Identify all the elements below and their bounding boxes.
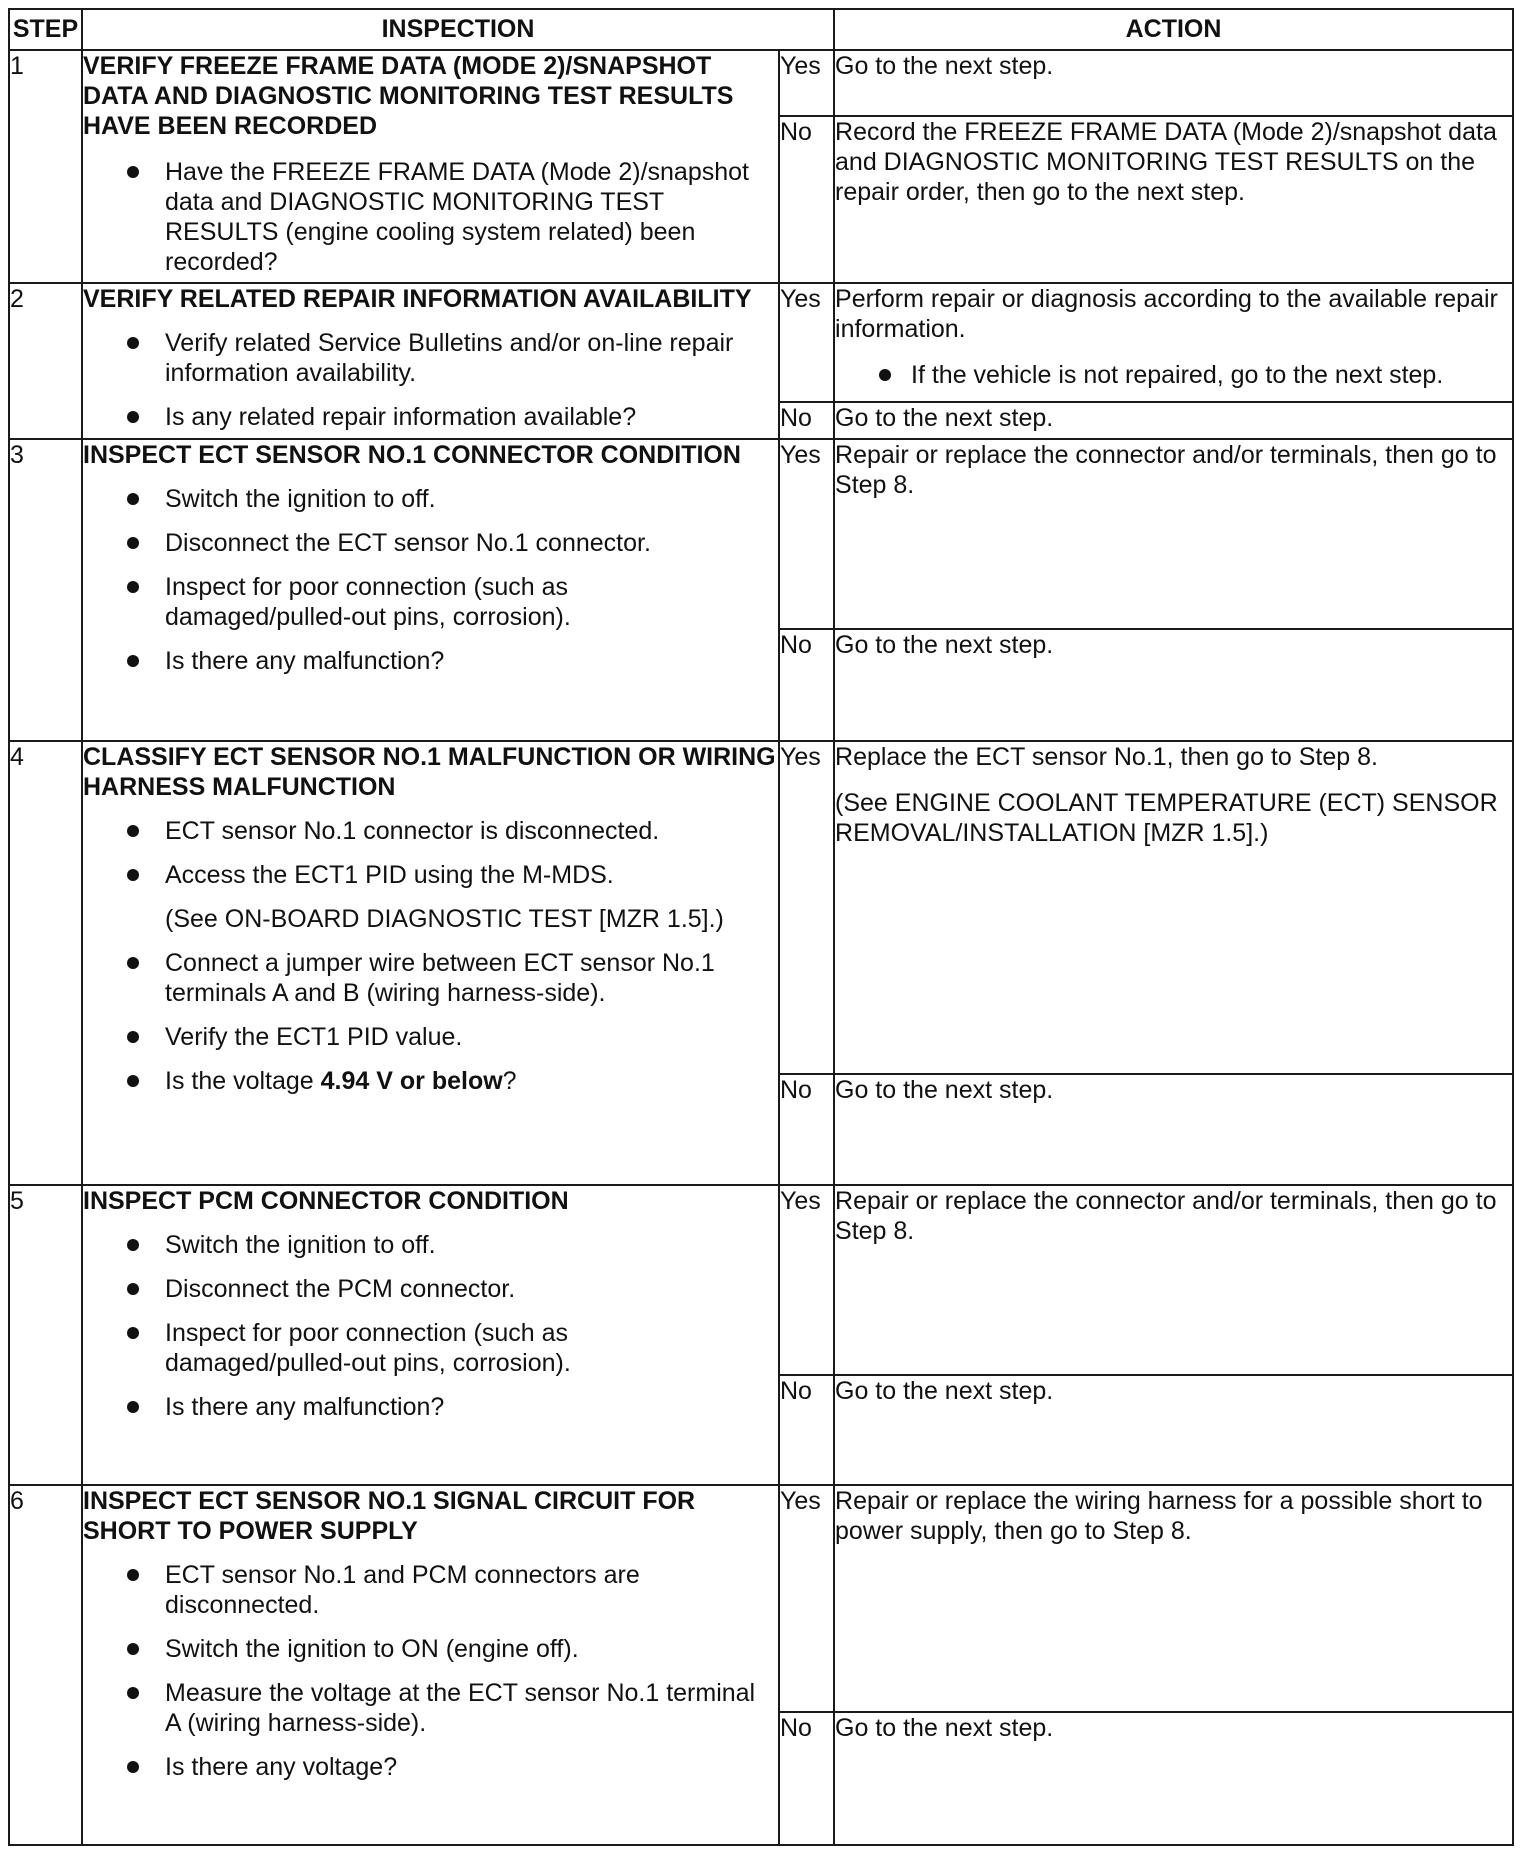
inspection-note: (See ON-BOARD DIAGNOSTIC TEST [MZR 1.5].)	[165, 904, 724, 933]
step-3-inspection	[82, 439, 779, 741]
inspection-bullet: Is there any malfunction?	[83, 646, 778, 676]
yes-action	[834, 50, 1513, 117]
action-bullet: If the vehicle is not repaired, go to the next step.	[835, 360, 1512, 390]
step-4-inspection	[82, 741, 779, 1185]
step-6-inspection	[82, 1485, 779, 1845]
yes-action-text: Repair or replace the connector and/or terminals, then go to Step 8.	[835, 441, 1497, 500]
yes-action-text: Go to the next step.	[835, 51, 1054, 80]
inspection-bullet: Inspect for poor connection (such as damaged/pulled-out pins, corrosion).	[83, 1318, 778, 1378]
yes-label: Yes	[779, 741, 834, 1074]
step-title: INSPECT ECT SENSOR NO.1 CONNECTOR CONDITION	[83, 441, 741, 470]
question-suffix: ?	[502, 1066, 517, 1095]
step-5-yes-row	[9, 1185, 1513, 1375]
no-action-text: Go to the next step.	[835, 1714, 1054, 1743]
no-label: No	[779, 1074, 834, 1184]
inspection-bullet: Switch the ignition to off.	[83, 1230, 778, 1260]
step-5-inspection	[82, 1185, 779, 1486]
header-action: ACTION	[834, 9, 1513, 50]
step-2-yes-row	[9, 283, 1513, 402]
inspection-bullet: Switch the ignition to off.	[83, 484, 778, 514]
step-number: 4	[9, 741, 82, 1185]
question-prefix: Is the voltage	[165, 1066, 321, 1095]
inspection-bullet: ECT sensor No.1 and PCM connectors are disconnected.	[83, 1560, 778, 1620]
no-label: No	[779, 116, 834, 282]
yes-action	[834, 439, 1513, 629]
step-2-inspection	[82, 283, 779, 439]
no-label: No	[779, 1712, 834, 1845]
no-label: No	[779, 1375, 834, 1485]
inspection-bullet: Inspect for poor connection (such as damaged/pulled-out pins, corrosion).	[83, 572, 778, 632]
yes-label: Yes	[779, 50, 834, 117]
table-header-row	[9, 9, 1513, 50]
step-1-yes-row	[9, 50, 1513, 117]
inspection-bullet: Have the FREEZE FRAME DATA (Mode 2)/snapshot data and DIAGNOSTIC MONITORING TEST RESULTS (engine cooling system related) been recorded?	[83, 157, 778, 277]
yes-action	[834, 1485, 1513, 1712]
step-title: CLASSIFY ECT SENSOR NO.1 MALFUNCTION OR WIRING HARNESS MALFUNCTION	[83, 742, 776, 801]
yes-action	[834, 741, 1513, 1074]
no-action-text: Record the FREEZE FRAME DATA (Mode 2)/snapshot data and DIAGNOSTIC MONITORING TEST RESULTS on the repair order, then go to the next step.	[835, 118, 1497, 207]
no-action	[834, 629, 1513, 740]
inspection-question	[83, 1066, 778, 1096]
inspection-bullet: Access the ECT1 PID using the M-MDS.	[83, 860, 778, 890]
step-number: 1	[9, 50, 82, 283]
yes-action-text: Repair or replace the connector and/or terminals, then go to Step 8.	[835, 1186, 1497, 1245]
yes-action-text: Repair or replace the wiring harness for a possible short to power supply, then go to Step 8.	[835, 1487, 1483, 1546]
step-number: 6	[9, 1485, 82, 1845]
step-3-yes-row	[9, 439, 1513, 629]
inspection-bullet: Disconnect the ECT sensor No.1 connector.	[83, 528, 778, 558]
step-title: VERIFY RELATED REPAIR INFORMATION AVAILABILITY	[83, 284, 752, 313]
yes-action	[834, 1185, 1513, 1375]
step-1-inspection	[82, 50, 779, 283]
no-action	[834, 1712, 1513, 1845]
yes-label: Yes	[779, 1185, 834, 1375]
no-action	[834, 1375, 1513, 1485]
inspection-bullet: Is any related repair information available?	[83, 402, 778, 432]
question-threshold: 4.94 V or below	[320, 1066, 503, 1095]
diagnostic-procedure-table	[8, 8, 1514, 1846]
header-step: STEP	[9, 9, 82, 50]
inspection-bullet: Verify the ECT1 PID value.	[83, 1022, 778, 1052]
no-action	[834, 116, 1513, 282]
yes-label: Yes	[779, 439, 834, 629]
step-number: 5	[9, 1185, 82, 1486]
step-4-yes-row	[9, 741, 1513, 1074]
no-action	[834, 402, 1513, 440]
no-action-text: Go to the next step.	[835, 403, 1054, 432]
inspection-bullet: Disconnect the PCM connector.	[83, 1274, 778, 1304]
inspection-bullet: Measure the voltage at the ECT sensor No.1 terminal A (wiring harness-side).	[83, 1678, 778, 1738]
yes-action	[834, 283, 1513, 402]
no-label: No	[779, 402, 834, 440]
inspection-bullet: Is there any voltage?	[83, 1752, 778, 1782]
inspection-bullet: Verify related Service Bulletins and/or on-line repair information availability.	[83, 328, 778, 388]
no-label: No	[779, 629, 834, 740]
inspection-bullet: Switch the ignition to ON (engine off).	[83, 1634, 778, 1664]
no-action	[834, 1074, 1513, 1184]
yes-label: Yes	[779, 283, 834, 402]
step-title: INSPECT PCM CONNECTOR CONDITION	[83, 1186, 569, 1215]
step-number: 2	[9, 283, 82, 439]
yes-action-text: Perform repair or diagnosis according to the available repair information.	[835, 284, 1498, 343]
step-number: 3	[9, 439, 82, 741]
step-title: VERIFY FREEZE FRAME DATA (MODE 2)/SNAPSHOT DATA AND DIAGNOSTIC MONITORING TEST RESULTS HAVE BEEN RECORDED	[83, 51, 734, 140]
step-title: INSPECT ECT SENSOR NO.1 SIGNAL CIRCUIT FOR SHORT TO POWER SUPPLY	[83, 1487, 696, 1546]
inspection-bullet: ECT sensor No.1 connector is disconnected.	[83, 816, 778, 846]
yes-action-text: Replace the ECT sensor No.1, then go to Step 8.	[835, 742, 1378, 771]
header-inspection: INSPECTION	[82, 9, 834, 50]
no-action-text: Go to the next step.	[835, 1376, 1054, 1405]
no-action-text: Go to the next step.	[835, 631, 1054, 660]
inspection-bullet: Is there any malfunction?	[83, 1392, 778, 1422]
yes-action-note: (See ENGINE COOLANT TEMPERATURE (ECT) SENSOR REMOVAL/INSTALLATION [MZR 1.5].)	[835, 788, 1498, 847]
no-action-text: Go to the next step.	[835, 1076, 1054, 1105]
step-6-yes-row	[9, 1485, 1513, 1712]
inspection-bullet: Connect a jumper wire between ECT sensor No.1 terminals A and B (wiring harness-side).	[83, 948, 778, 1008]
yes-label: Yes	[779, 1485, 834, 1712]
